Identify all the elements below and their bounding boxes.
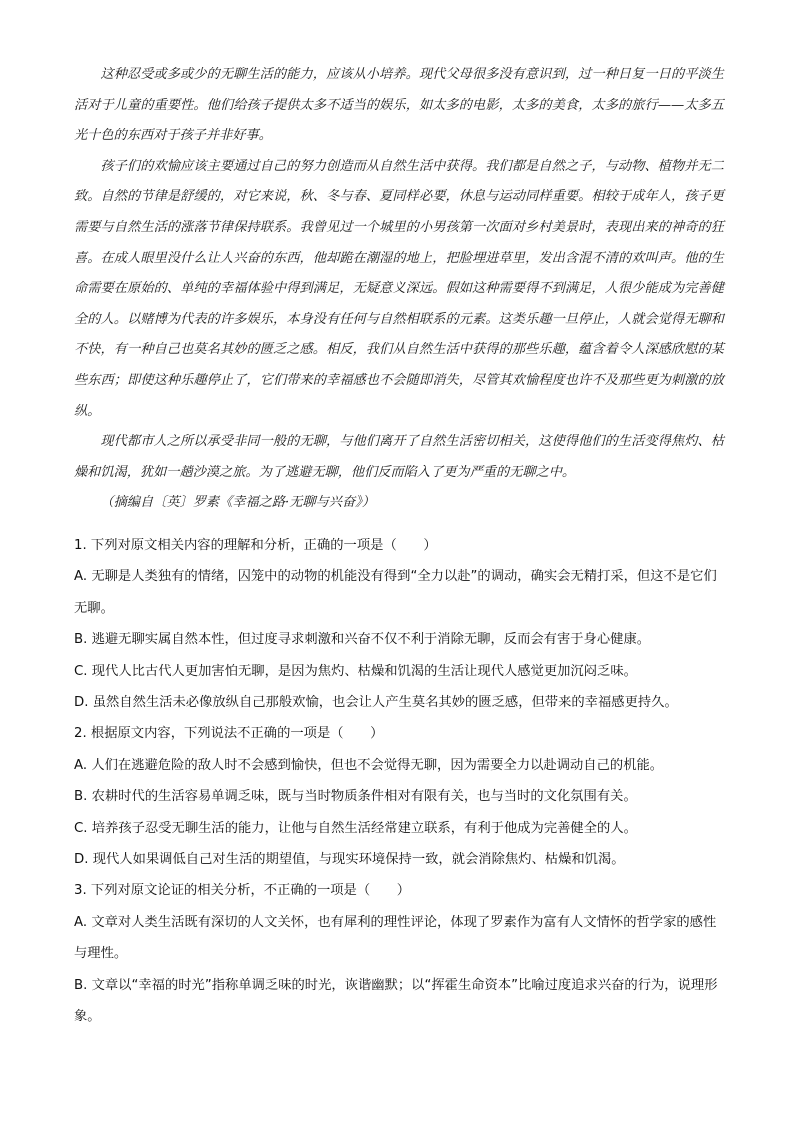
question-list (74, 530, 724, 1033)
passage-paragraph: 孩子们的欢愉应该主要通过自己的努力创造而从自然生活中获得。我们都是自然之子，与动物、植物并无二致。自然的节律是舒缓的，对它来说，秋、冬与春、夏同样必要，休息与运动同样重要。相较于成年人，孩子更需要与自然生活的涨落节律保持联系。我曾见过一个城里的小男孩第一次面对乡村美景时，表现出来的神奇的狂喜。在成人眼里没什么让人兴奋的东西，他却跪在潮湿的地上，把脸埋进草里，发出含混不清的欢叫声。他的生命需要在原始的、单纯的幸福体验中得到满足，无疑意义深远。假如这种需要得不到满足，人很少能成为完善健全的人。以赌博为代表的许多娱乐，本身没有任何与自然相联系的元素。这类乐趣一旦停止，人就会觉得无聊和不快，有一种自己也莫名其妙的匮乏之感。相反，我们从自然生活中获得的那些乐趣，蕴含着令人深感欣慰的某些东西；即使这种乐趣停止了，它们带来的幸福感也不会随即消失，尽管其欢愉程度也许不及那些更为刺激的放纵。 (74, 158, 724, 419)
question-block (74, 718, 724, 875)
option-c: C. 培养孩子忍受无聊生活的能力，让他与自然生活经常建立联系，有利于他成为完善健全的人。 (74, 820, 637, 836)
option-d: D. 虽然自然生活未必像放纵自己那般欢愉，也会让人产生莫名其妙的匮乏感，但带来的幸福感更持久。 (74, 695, 678, 711)
question-stem: 3. 下列对原文论证的相关分析，不正确的一项是（ ） (74, 883, 411, 899)
option-a: A. 文章对人类生活既有深切的人文关怀，也有犀利的理性评论，体现了罗素作为富有人文情怀的哲学家的感性与理性。 (74, 914, 717, 962)
question-block (74, 530, 724, 718)
option-a: A. 人们在逃避危险的敌人时不会感到愉快，但也不会觉得无聊，因为需要全力以赴调动自己的机能。 (74, 757, 664, 773)
question-block (74, 875, 724, 1032)
passage-paragraph: 这种忍受或多或少的无聊生活的能力，应该从小培养。现代父母很多没有意识到，过一种日复一日的平淡生活对于儿童的重要性。他们给孩子提供太多不适当的娱乐，如太多的电影，太多的美食，太多的旅行——太多五光十色的东西对于孩子并非好事。 (74, 67, 724, 144)
option-b: B. 文章以“幸福的时光”指称单调乏味的时光，诙谐幽默；以“挥霍生命资本”比喻过度追求兴奋的行为，说理形象。 (74, 977, 718, 1025)
option-d: D. 现代人如果调低自己对生活的期望值，与现实环境保持一致，就会消除焦灼、枯燥和饥渴。 (74, 852, 625, 868)
question-stem: 1. 下列对原文相关内容的理解和分析，正确的一项是（ ） (74, 538, 437, 553)
passage-source: （摘编自〔英〕罗素《幸福之路·无聊与兴奋》） (100, 495, 375, 511)
reading-passage (74, 60, 724, 519)
question-stem: 2. 根据原文内容，下列说法不正确的一项是（ ） (74, 726, 384, 742)
option-c: C. 现代人比古代人更加害怕无聊，是因为焦灼、枯燥和饥渴的生活让现代人感觉更加沉闷乏味。 (74, 663, 637, 679)
option-b: B. 农耕时代的生活容易单调乏味，既与当时物质条件相对有限有关，也与当时的文化氛围有关。 (74, 789, 637, 805)
option-b: B. 逃避无聊实属自然本性，但过度寻求刺激和兴奋不仅不利于消除无聊，反而会有害于身心健康。 (74, 632, 651, 648)
passage-paragraph: 现代都市人之所以承受非同一般的无聊，与他们离开了自然生活密切相关，这使得他们的生活变得焦灼、枯燥和饥渴，犹如一趟沙漠之旅。为了逃避无聊，他们反而陷入了更为严重的无聊之中。 (74, 434, 724, 480)
option-a: A. 无聊是人类独有的情绪，囚笼中的动物的机能没有得到“全力以赴”的调动，确实会无精打采，但这不是它们无聊。 (74, 569, 717, 616)
